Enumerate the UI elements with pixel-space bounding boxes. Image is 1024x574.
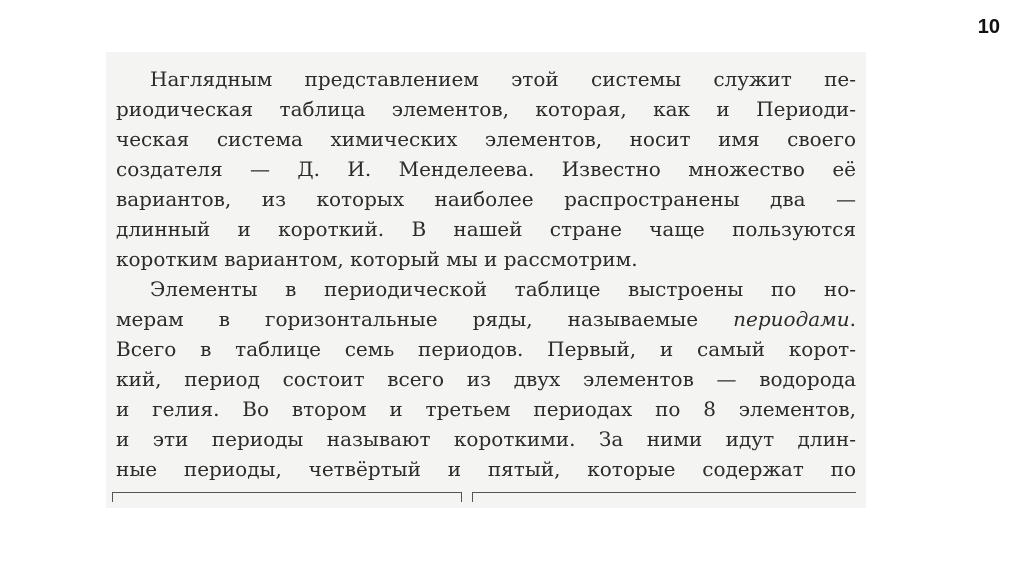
text-line: Наглядным представлением этой системы служит пе- [150, 67, 856, 91]
figure-frame-top-right [472, 492, 856, 493]
text-line: создателя — Д. И. Менделеева. Известно множество её [116, 157, 856, 181]
text-line: Элементы в периодической таблице выстроены по но- [150, 277, 856, 301]
text-line: риодическая таблица элементов, которая, как и Периоди- [116, 97, 856, 121]
text-line: коротким вариантом, который мы и рассмотрим. [116, 247, 638, 271]
scanned-textbook-page [106, 52, 866, 508]
figure-frame-corner [472, 492, 473, 502]
figure-frame-corner [461, 492, 462, 502]
text-line: длинный и короткий. В нашей стране чаще пользуются [116, 217, 856, 241]
italic-term-suffix: . [849, 307, 856, 331]
figure-frame-top-left [112, 492, 462, 493]
text-line: ные периоды, четвёртый и пятый, которые содержат по [116, 457, 856, 481]
text-line: Всего в таблице семь периодов. Первый, и самый корот- [116, 337, 856, 361]
text-line-lead: мерам в горизонтальные ряды, называемые [116, 307, 734, 331]
text-line: кий, период состоит всего из двух элементов — водорода [116, 367, 856, 391]
text-line: ческая система химических элементов, носит имя своего [116, 127, 856, 151]
paragraph-1 [116, 64, 856, 274]
text-line: и гелия. Во втором и третьем периодах по 8 элементов, [116, 397, 856, 421]
italic-term: периодами [733, 307, 850, 331]
figure-frame-corner [112, 492, 113, 502]
text-line-with-term [116, 304, 856, 334]
paragraph-2 [116, 274, 856, 484]
text-line: и эти периоды называют короткими. За ними идут длин- [116, 427, 856, 451]
text-block [116, 64, 856, 484]
page-number: 10 [977, 16, 1000, 38]
text-line: вариантов, из которых наиболее распространены два — [116, 187, 856, 211]
